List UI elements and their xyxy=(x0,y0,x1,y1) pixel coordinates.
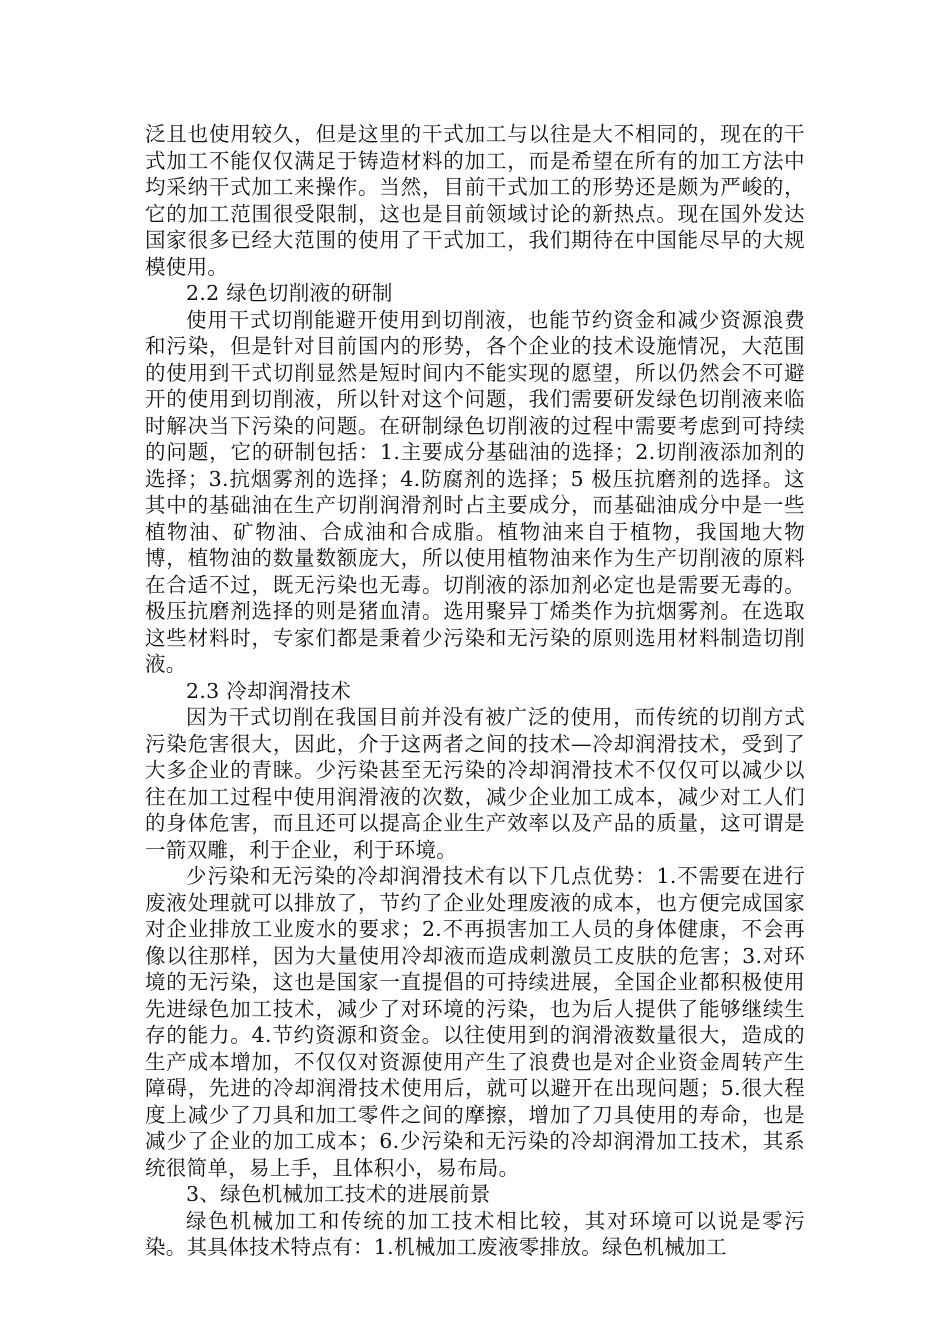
paragraph-continued: 泛且也使用较久，但是这里的干式加工与以往是大不相同的，现在的干式加工不能仅仅满足于铸造材料的加工，而是希望在所有的加工方法中均采纳干式加工来操作。当然，目前干式加工的形势还是颇为严峻的，它的加工范围很受限制，这也是目前领域讨论的新热点。现在国外发达国家很多已经大范围的使用了干式加工，我们期待在中国能尽早的大规模使用。 xyxy=(145,122,805,279)
paragraph-2-2: 使用干式切削能避开使用到切削液，也能节约资金和减少资源浪费和污染，但是针对目前国内的形势，各个企业的技术设施情况，大范围的使用到干式切削显然是短时间内不能实现的愿望，所以仍然会不可避开的使用到切削液，所以针对这个问题，我们需要研发绿色切削液来临时解决当下污染的问题。在研制绿色切削液的过程中需要考虑到可持续的问题，它的研制包括：1.主要成分基础油的选择；2.切削液添加剂的选择；3.抗烟雾剂的选择；4.防腐剂的选择；5 极压抗磨剂的选择。这其中的基础油在生产切削润滑剂时占主要成分，而基础油成分中是一些植物油、矿物油、合成油和合成脂。植物油来自于植物，我国地大物博，植物油的数量数额庞大，所以使用植物油来作为生产切削液的原料在合适不过，既无污染也无毒。切削液的添加剂必定也是需要无毒的。极压抗磨剂选择的则是猪血清。选用聚异丁烯类作为抗烟雾剂。在选取这些材料时，专家们都是秉着少污染和无污染的原则选用材料制造切削液。 xyxy=(145,307,805,676)
paragraph-2-3-a: 因为干式切削在我国目前并没有被广泛的使用，而传统的切削方式污染危害很大，因此，介于这两者之间的技术—冷却润滑技术，受到了大多企业的青睐。少污染甚至无污染的冷却润滑技术不仅仅可以减少以往在加工过程中使用润滑液的次数，减少企业加工成本，减少对工人们的身体危害，而且还可以提高企业生产效率以及产品的质量，这可谓是一箭双雕，利于企业，利于环境。 xyxy=(145,705,805,862)
section-heading-3: 3、绿色机械加工技术的进展前景 xyxy=(186,1182,491,1206)
section-heading-2-3: 2.3 冷却润滑技术 xyxy=(186,678,352,703)
paragraph-2-3-b: 少污染和无污染的冷却润滑技术有以下几点优势：1.不需要在进行废液处理就可以排放了，节约了企业处理废液的成本，也方便完成国家对企业排放工业废水的要求；2.不再损害加工人员的身体健康，不会再像以往那样，因为大量使用冷却液而造成刺激员工皮肤的危害；3.对环境的无污染，这也是国家一直提倡的可持续进展，全国企业都积极使用先进绿色加工技术，减少了对环境的污染，也为后人提供了能够继续生存的能力。4.节约资源和资金。以往使用到的润滑液数量很大，造成的生产成本增加，不仅仅对资源使用产生了浪费也是对企业资金周转产生障碍，先进的冷却润滑技术使用后，就可以避开在出现问题；5.很大程度上减少了刀具和加工零件之间的摩擦，增加了刀具使用的寿命，也是减少了企业的加工成本；6.少污染和无污染的冷却润滑加工技术，其系统很简单，易上手，且体积小，易布局。 xyxy=(145,864,805,1180)
document-body xyxy=(145,121,805,1261)
section-heading-2-2: 2.2 绿色切削液的研制 xyxy=(186,281,393,305)
paragraph-3: 绿色机械加工和传统的加工技术相比较，其对环境可以说是零污染。其具体技术特点有：1.机械加工废液零排放。绿色机械加工 xyxy=(145,1208,805,1259)
